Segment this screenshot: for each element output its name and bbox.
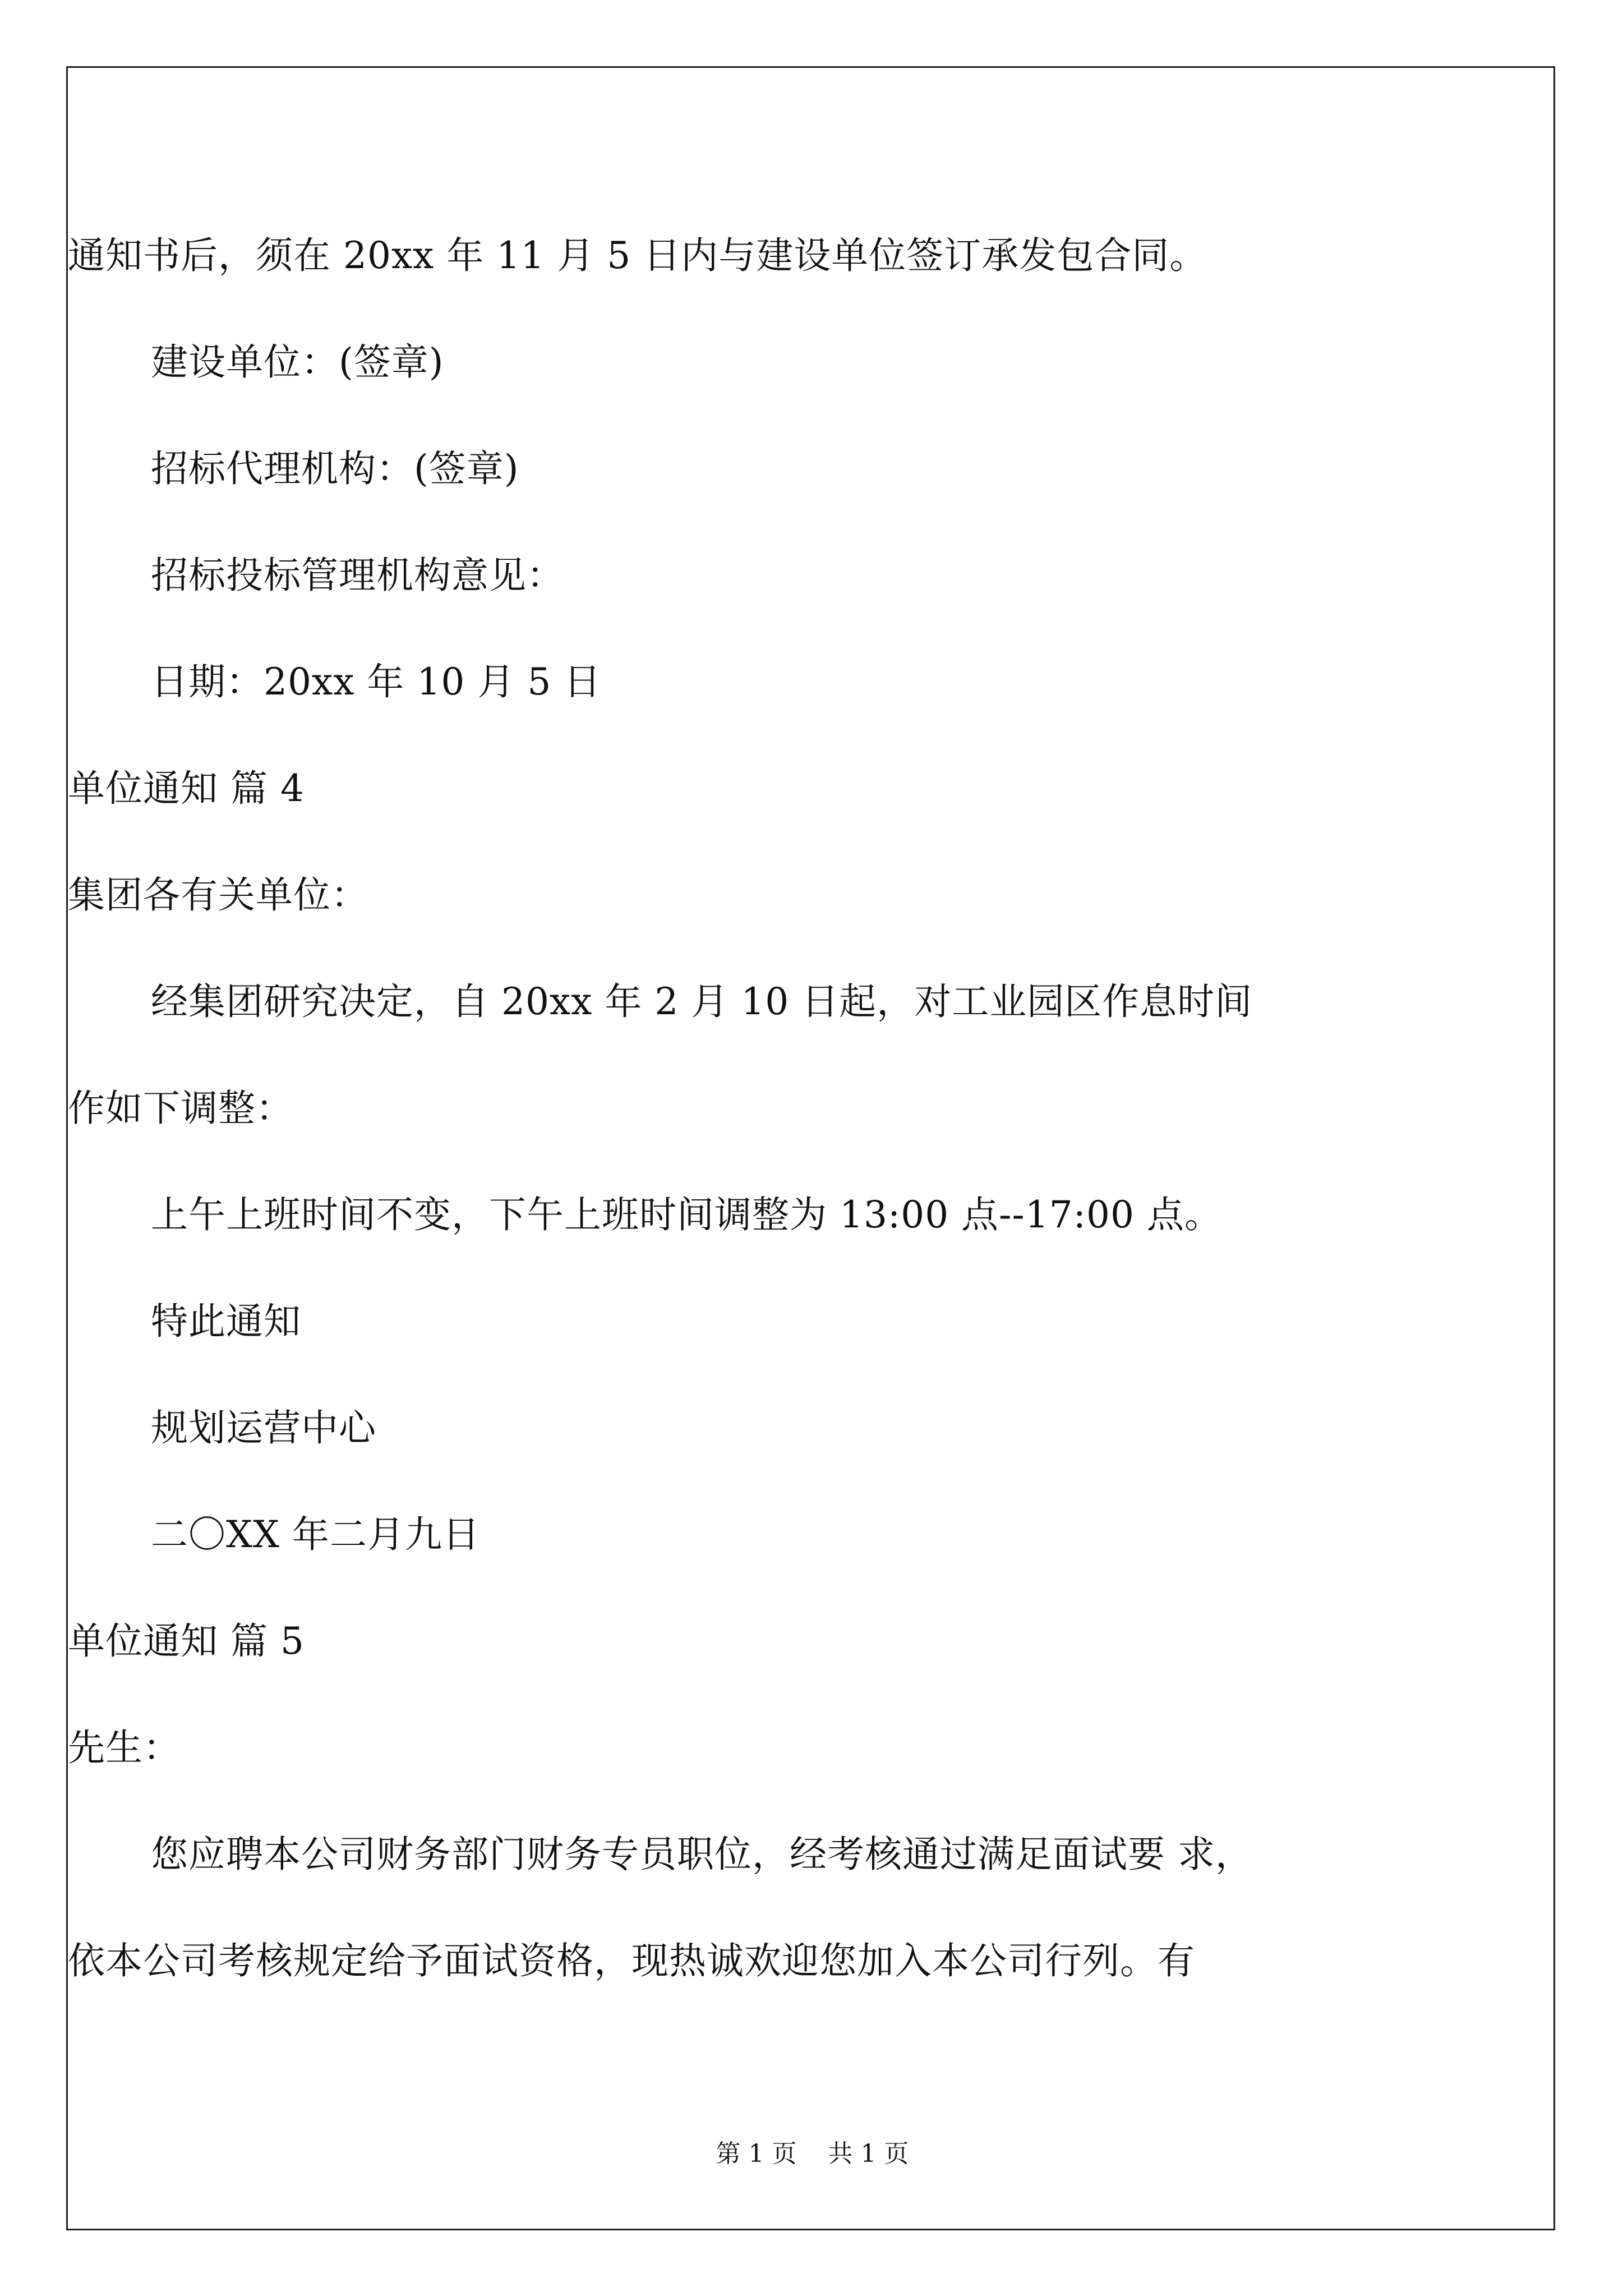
paragraph-line: 特此通知 [151,1300,301,1343]
page-frame [66,66,1555,2230]
page-footer: 第 1 页 共 1 页 [716,2139,909,2168]
paragraph-line: 通知书后，须在 20xx 年 11 月 5 日内与建设单位签订承发包合同。 [68,234,1207,277]
salutation: 先生： [68,1726,181,1769]
paragraph-line: 日期：20xx 年 10 月 5 日 [151,660,602,703]
paragraph-line: 招标投标管理机构意见： [151,554,564,597]
paragraph-line: 您应聘本公司财务部门财务专员职位，经考核通过满足面试要 求， [151,1833,1253,1876]
paragraph-line: 作如下调整： [68,1087,293,1130]
salutation: 集团各有关单位： [68,873,368,917]
signature-date: 二〇XX 年二月九日 [151,1513,480,1556]
section-heading: 单位通知 篇 4 [68,767,305,810]
paragraph-line: 招标代理机构：(签章) [151,447,519,490]
paragraph-line: 建设单位：(签章) [151,341,444,384]
paragraph-line: 依本公司考核规定给予面试资格，现热诚欢迎您加入本公司行列。有 [68,1939,1195,1982]
section-heading: 单位通知 篇 5 [68,1619,305,1663]
paragraph-line: 上午上班时间不变，下午上班时间调整为 13:00 点--17:00 点。 [151,1193,1222,1236]
signature-org: 规划运营中心 [151,1406,376,1450]
paragraph-line: 经集团研究决定，自 20xx 年 2 月 10 日起，对工业园区作息时间 [151,980,1253,1023]
